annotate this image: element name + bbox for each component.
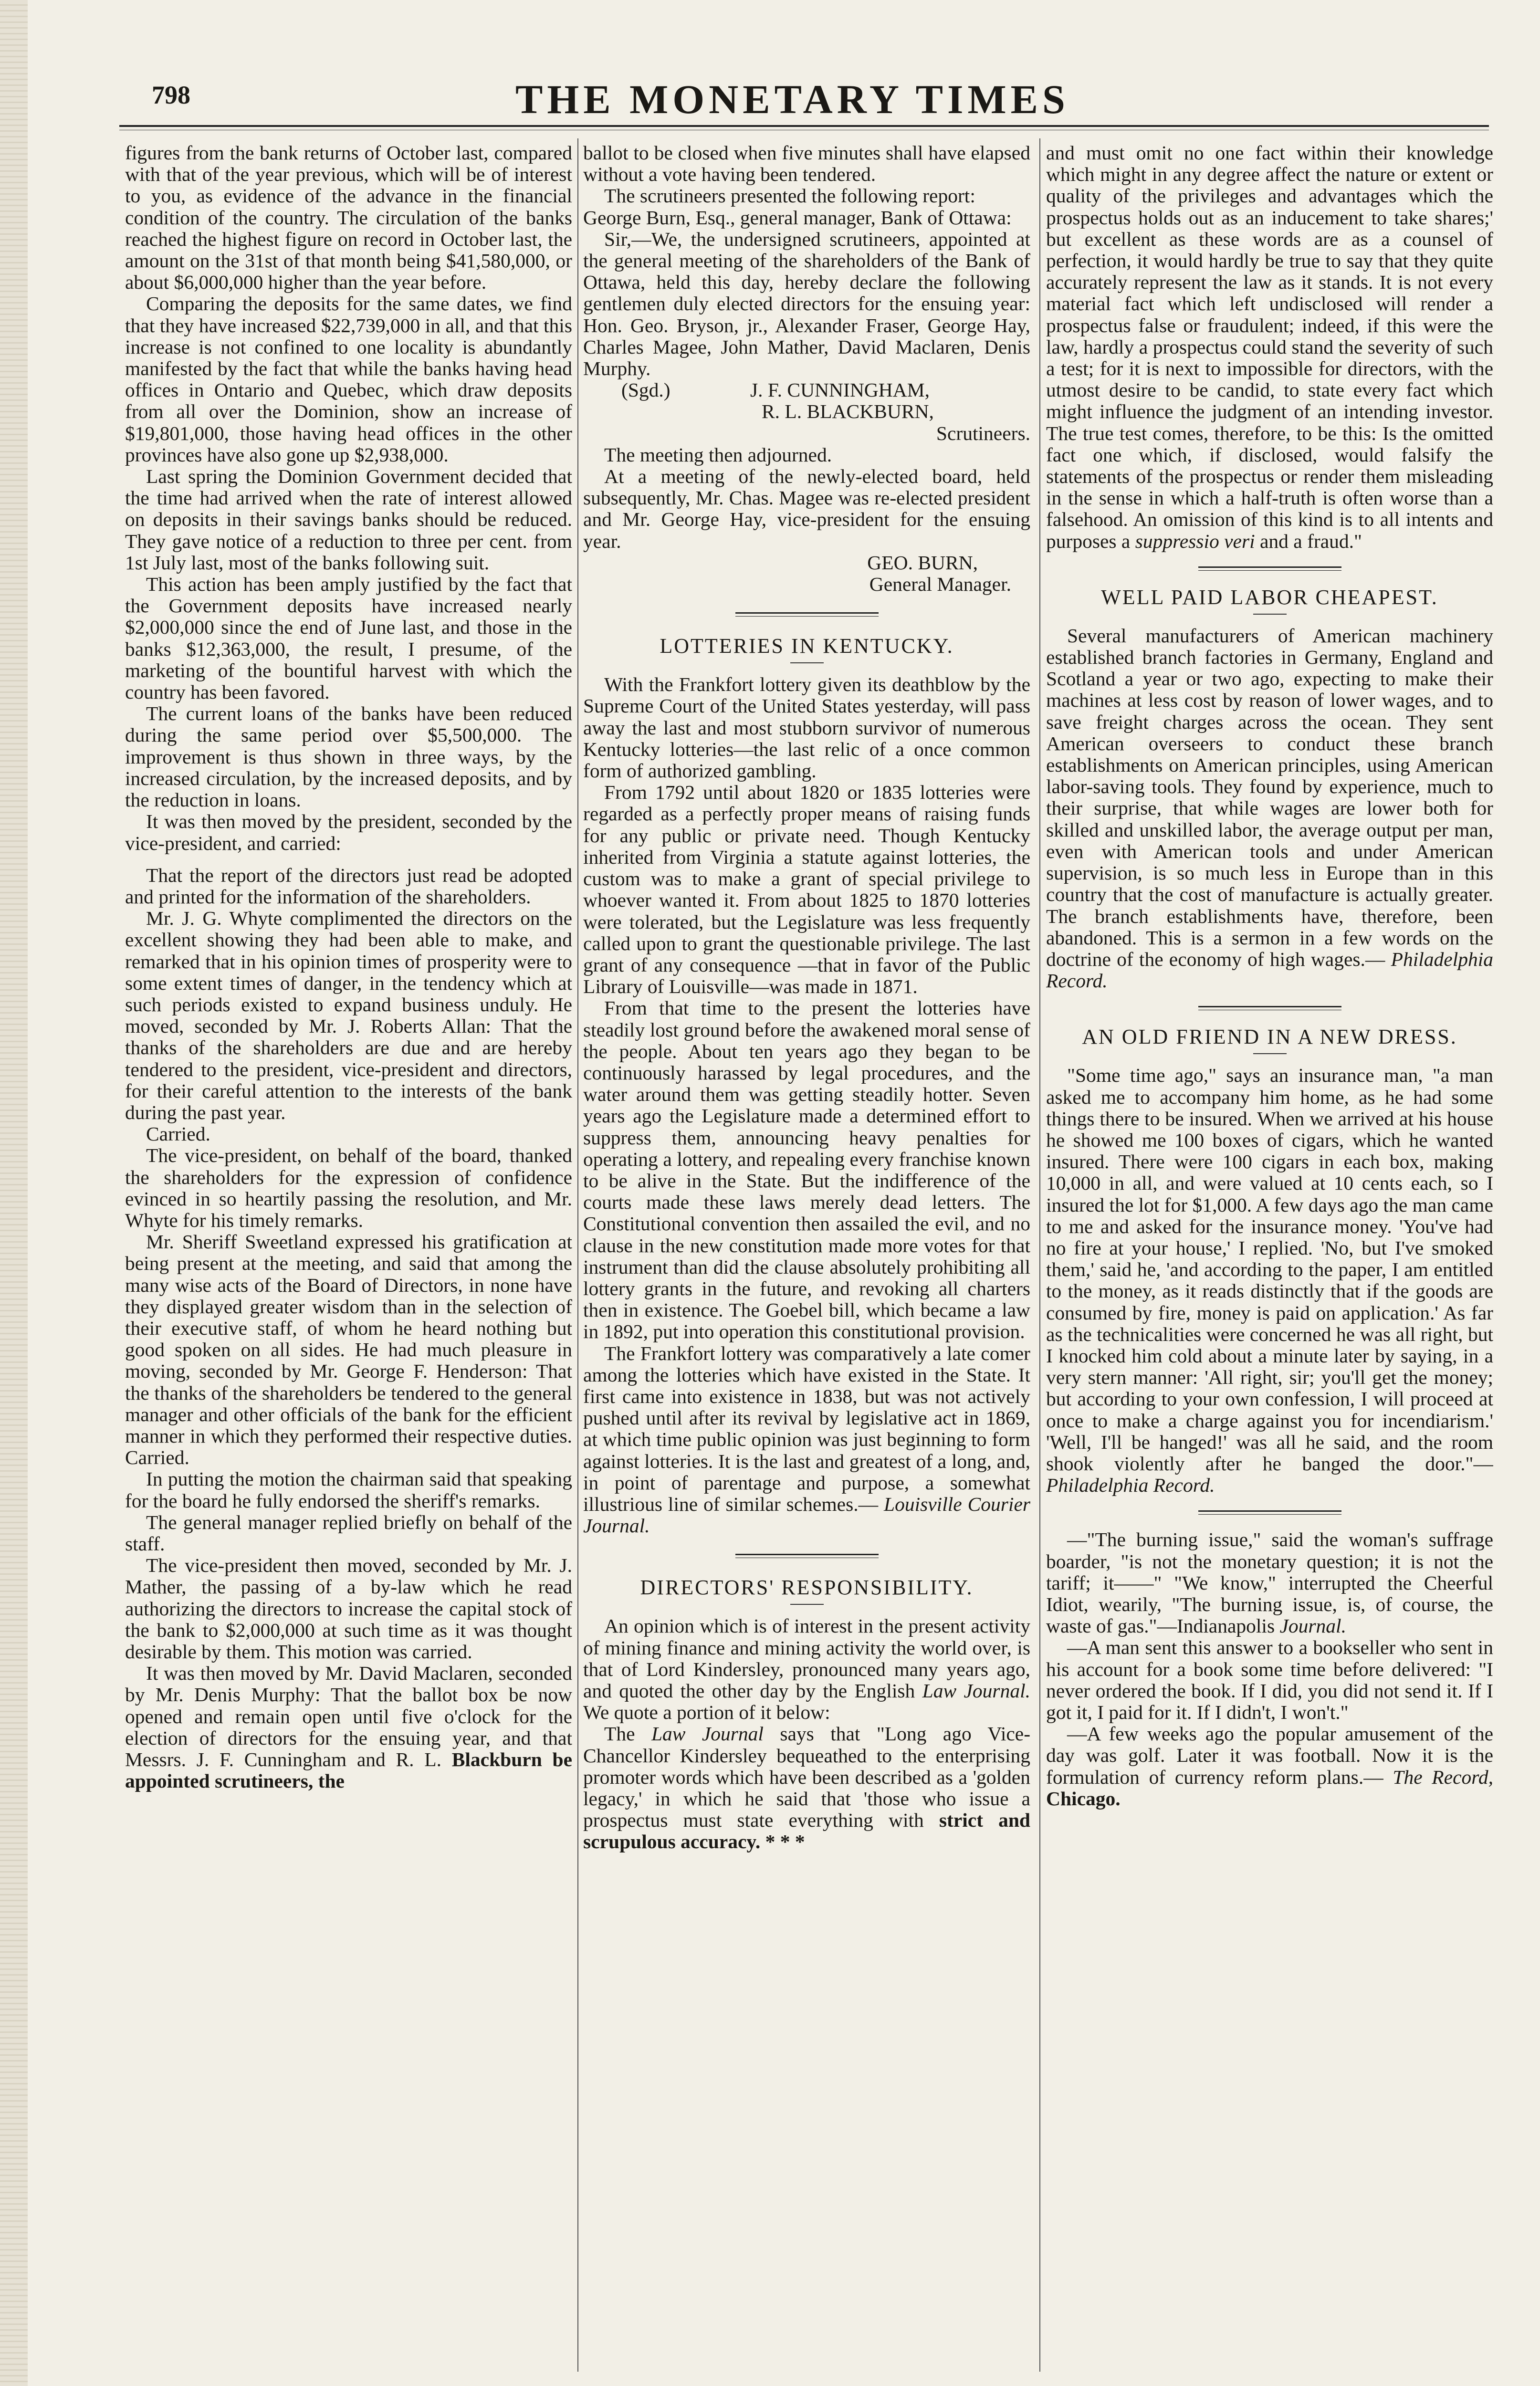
bold-text: Blackburn be appointed scrutineers, the (125, 1748, 572, 1792)
section-separator (735, 1554, 879, 1558)
page-number: 798 (152, 81, 190, 109)
paragraph-text: —"The burning issue," said the woman's suffrage boarder, "is not the monetary question; it is not the tariff; it——" "We know," interrupted the Cheerful Idiot, wearily, "The burning issue, is, of course, the waste of gas."—Indianapolis (1046, 1528, 1493, 1637)
signature-name: GEO. BURN, (867, 551, 978, 574)
paragraph: The meeting then adjourned. (604, 443, 832, 466)
signed-label: (Sgd.) (621, 379, 670, 401)
paragraph: Sir,—We, the undersigned scrutineers, appointed at the general meeting of the shareholders of the Bank of Ottawa, held this day, hereby declare the following gentlemen duly elected directors for the ensuing year: Hon. Geo. Bryson, jr., Alexander Fraser, George Hay, Charles Magee, John Mather, David Maclaren, Denis Murphy. (583, 228, 1030, 380)
paragraph: From 1792 until about 1820 or 1835 lotteries were regarded as a perfectly proper means of raising funds for any public or private need. Though Kentucky inherited from Virginia a statute against lotteries, the custom was to make a grant of special privilege to whoever wanted it. From about 1825 to 1870 lotteries were tolerated, but the Legislature was less frequently called upon to grant the questionable privilege. The last grant of any consequence —that in favor of the Public Library of Louisville—was made in 1871. (583, 781, 1030, 998)
paragraph (1046, 1529, 1493, 1637)
paragraph-text: It was then moved by Mr. David Maclaren, seconded by Mr. Denis Murphy: That the ballot box be now opened and remain open until five o'clock for the election of directors for the ensuing year, and that Messrs. J. F. Cunningham and R. L. (125, 1662, 572, 1771)
paragraph: Carried. (146, 1123, 210, 1145)
paragraph-text: The (604, 1723, 635, 1745)
paragraph: —A man sent this answer to a bookseller who sent in his account for a book some time before delivered: "I never ordered the book. If I did, you did not send it. If I got it, I paid for it. If I didn't, I won't." (1046, 1636, 1493, 1723)
section-separator (1198, 1510, 1341, 1515)
paragraph: The vice-president, on behalf of the board, thanked the shareholders for the expression of confidence evinced in so heartily passing the resolution, and Mr. Whyte for his timely remarks. (125, 1144, 572, 1231)
paragraph: It was then moved by the president, seconded by the vice-president, and carried: (125, 810, 572, 854)
journal-name: Law Journal (651, 1723, 764, 1745)
source-citation: Philadelphia Record. (1046, 1474, 1215, 1496)
page-binding-edge (0, 0, 28, 2386)
paragraph: At a meeting of the newly-elected board, held subsequently, Mr. Chas. Magee was re-elected president and Mr. George Hay, vice-president for the ensuing year. (583, 465, 1030, 552)
paragraph-text: We quote a portion of it below: (583, 1701, 830, 1724)
paragraph (1046, 142, 1493, 552)
heading-dash (790, 662, 824, 663)
column-divider (1039, 138, 1040, 2372)
paragraph (583, 1615, 1030, 1723)
latin-phrase: suppressio veri (1135, 530, 1255, 552)
paragraph: The vice-president then moved, seconded by Mr. J. Mather, the passing of a by-law which he read authorizing the directors to increase the capital stock of the bank to $2,000,000 at such time as it was thought desirable by them. This motion was carried. (125, 1554, 572, 1663)
scrutineer-signatures (583, 379, 1030, 422)
paragraph: George Burn, Esq., general manager, Bank of Ottawa: (583, 206, 1012, 229)
paragraph-text: —A few weeks ago the popular amusement of the day was golf. Later it was football. Now it is the formulation of currency reform plans.— (1046, 1723, 1493, 1788)
article-heading: WELL PAID LABOR CHEAPEST. (1101, 585, 1438, 609)
column-divider (577, 138, 578, 2372)
paragraph (1046, 1723, 1493, 1810)
section-separator (1198, 1006, 1341, 1010)
heading-dash (1253, 1053, 1287, 1054)
paragraph (1046, 625, 1493, 992)
paragraph: That the report of the directors just read be adopted and printed for the information of the shareholders. (125, 864, 572, 908)
article-heading: AN OLD FRIEND IN A NEW DRESS. (1082, 1025, 1457, 1049)
signature-title: General Manager. (869, 573, 1011, 596)
source-citation: Journal. (1279, 1615, 1346, 1637)
scrutineer-name: R. L. BLACKBURN, (762, 400, 934, 423)
paragraph: Mr. J. G. Whyte complimented the directors on the excellent showing they had been able to make, and remarked that in his opinion times of prosperity were to some extent times of danger, in the tendency which at such periods existed to expand business unduly. He moved, seconded by Mr. J. Roberts Allan: That the thanks of the shareholders are due and are hereby tendered to the president, vice-president and directors, for their careful attention to the interests of the bank during the past year. (125, 907, 572, 1123)
bold-text: Chicago. (1046, 1787, 1121, 1810)
paragraph-text: says that "Long ago Vice-Chancellor Kindersley bequeathed to the enterprising promoter words which have been described as a 'golden legacy,' in which he said that 'those who issue a prospectus must state everything with (583, 1723, 1030, 1831)
section-separator (1198, 566, 1341, 571)
paragraph: With the Frankfort lottery given its deathblow by the Supreme Court of the United States yesterday, will pass away the last and most stubborn survivor of numerous Kentucky lotteries—the last relic of a once common form of authorized gambling. (583, 673, 1030, 782)
paragraph: figures from the bank returns of October last, compared with that of the year previous, which will be of interest to you, as evidence of the advance in the financial condition of the country. The circulation of the banks reached the highest figure on record in October last, the amount on the 31st of that month being $41,580,000, or about $6,000,000 higher than the year before. (125, 142, 572, 293)
article-heading: DIRECTORS' RESPONSIBILITY. (640, 1576, 974, 1600)
paragraph-text: The Frankfort lottery was comparatively a late comer among the lotteries which have existed in the State. It first came into existence in 1838, but was not actively pushed until after its revival by legislative act in 1869, at which time public opinion was just beginning to form against lotteries. It is the last and greatest of a long, and, in point of parentage and purpose, a somewhat illustrious line of similar schemes.— (583, 1342, 1030, 1515)
section-separator (735, 612, 879, 617)
paragraph-text: An opinion which is of interest in the present activity of mining finance and mining activity the world over, is that of Lord Kindersley, pronounced many years ago, and quoted the other day by the English (583, 1615, 1030, 1702)
paragraph: Comparing the deposits for the same dates, we find that they have increased $22,739,000 in all, and that this increase is not confined to one locality is abundantly manifested by the fact that while the banks having head offices in Ontario and Quebec, which draw deposits from all over the Dominion, show an increase of $19,801,000, those having head offices in the other provinces have also gone up $2,938,000. (125, 293, 572, 466)
column-1 (125, 142, 572, 2366)
column-3 (1046, 142, 1493, 2366)
article-heading: LOTTERIES IN KENTUCKY. (660, 634, 954, 658)
bold-text: strict and scrupulous accuracy. * * * (583, 1809, 1030, 1853)
masthead-title: THE MONETARY TIMES (515, 76, 1069, 122)
source-citation: The Record, (1393, 1766, 1493, 1788)
paragraph: ballot to be closed when five minutes shall have elapsed without a vote having been tendered. (583, 142, 1030, 186)
heading-dash (1253, 614, 1287, 615)
paragraph (1046, 1065, 1493, 1496)
paragraph-text: and must omit no one fact within their knowledge which might in any degree affect the nature or extent or quality of the privileges and advantages which the prospectus holds out as an inducement to take shares;' but excellent as these words are as a counsel of perfection, it would hardly be true to say that they quite accurately represent the law as it stands. It is not every material fact which left undisclosed will render a prospectus false or fraudulent; indeed, if this were the law, hardly a prospectus could stand the severity of such a test; for it is next to impossible for directors, with the utmost desire to be candid, to state every fact which might influence the judgment of an intending investor. The true test comes, therefore, to be this: Is the omitted fact one which, if disclosed, would falsify the statements of the prospectus or render them misleading in the sense in which a half-truth is often worse than a falsehood. An omission of this kind is to all intents and purposes a (1046, 142, 1493, 552)
paragraph-text: "Some time ago," says an insurance man, "a man asked me to accompany him home, as he had some things there to be insured. When we arrived at his house he showed me 100 boxes of cigars, which he wanted insured. There were 100 cigars in each box, making 10,000 in all, and were valued at 10 cents each, so I insured the lot for $1,000. A few days ago the man came to me and asked for the insurance money. 'You've had no fire at your house,' I replied. 'No, but I've smoked them,' said he, 'and according to the paper, I am entitled to the money, as it reads distinctly that if the goods are consumed by fire, money is paid on application.' As far as the technicalities were concerned he was all right, but I knocked him cold about a minute later by saying, in a very stern manner: 'All right, sir; you'll get the money; but according to your own confession, I will proceed at once to make a charge against you for incendiarism.' 'Well, I'll be hanged!' was all he said, and the room shook violently after he banged the door."— (1046, 1064, 1493, 1475)
source-citation: Louisville Courier Journal. (583, 1493, 1030, 1537)
paragraph: This action has been amply justified by the fact that the Government deposits have increased nearly $2,000,000 since the end of June last, and those in the banks $12,363,000, the result, I presume, of the marketing of the bountiful harvest with which the country has been favored. (125, 573, 572, 703)
paragraph: In putting the motion the chairman said that speaking for the board he fully endorsed the sheriff's remarks. (125, 1468, 572, 1512)
paragraph (583, 1723, 1030, 1852)
header-rule (119, 125, 1489, 127)
source-citation: Philadelphia Record. (1046, 948, 1493, 992)
heading-dash (790, 1604, 824, 1605)
paragraph: Mr. Sheriff Sweetland expressed his gratification at being present at the meeting, and said that among the many wise acts of the Board of Directors, in none have they displayed greater wisdom than in the selection of their executive staff, of whom he heard nothing but good spoken on all sides. He had much pleasure in moving, seconded by Mr. George F. Henderson: That the thanks of the shareholders be tendered to the general manager and other officials of the bank for the efficient manner in which they performed their respective duties. Carried. (125, 1231, 572, 1469)
scrutineer-name: J. F. CUNNINGHAM, (750, 379, 930, 401)
signature-title: Scrutineers. (936, 422, 1030, 444)
paragraph (583, 1343, 1030, 1537)
paragraph: The general manager replied briefly on behalf of the staff. (125, 1511, 572, 1555)
paragraph-text: and a fraud." (1260, 530, 1362, 552)
paragraph (125, 1663, 572, 1792)
journal-name: Law Journal. (922, 1680, 1030, 1702)
paragraph: The current loans of the banks have been reduced during the same period over $5,500,000. The improvement is thus shown in three ways, by the increased circulation, by the increased deposits, and by the reduction in loans. (125, 702, 572, 811)
paragraph: The scrutineers presented the following report: (604, 185, 975, 207)
paragraph-text: Several manufacturers of American machinery established branch factories in Germany, England and Scotland a year or two ago, expecting to make their machines at less cost by reason of lower wages, and to save freight charges across the ocean. They sent American overseers to conduct these branch establishments on American principles, using American labor-saving tools. They found by experience, much to their surprise, that while wages are lower both for skilled and unskilled labor, the average output per man, even with American tools and under American supervision, is so much less in Europe than in this country that the cost of manufacture is actually greater. The branch establishments have, therefore, been abandoned. This is a sermon in a few words on the doctrine of the economy of high wages.— (1046, 624, 1493, 970)
paragraph: From that time to the present the lotteries have steadily lost ground before the awakened moral sense of the people. About ten years ago they began to be continuously harassed by legal procedures, and the water around them was getting steadily hotter. Seven years ago the Legislature made a determined effort to suppress them, announcing heavy penalties for operating a lottery, and repealing every franchise known to be alive in the State. But the indifference of the courts made these laws merely dead letters. The Constitutional convention then assailed the evil, and no clause in the new constitution made more votes for that instrument than did the clause absolutely prohibiting all lottery grants in the future, and revoking all charters then in existence. The Goebel bill, which became a law in 1892, put into operation this constitutional provision. (583, 997, 1030, 1343)
paragraph: Last spring the Dominion Government decided that the time had arrived when the rate of interest allowed on deposits in their savings banks should be reduced. They gave notice of a reduction to three per cent. from 1st July last, most of the banks following suit. (125, 465, 572, 574)
column-2 (583, 142, 1030, 2366)
